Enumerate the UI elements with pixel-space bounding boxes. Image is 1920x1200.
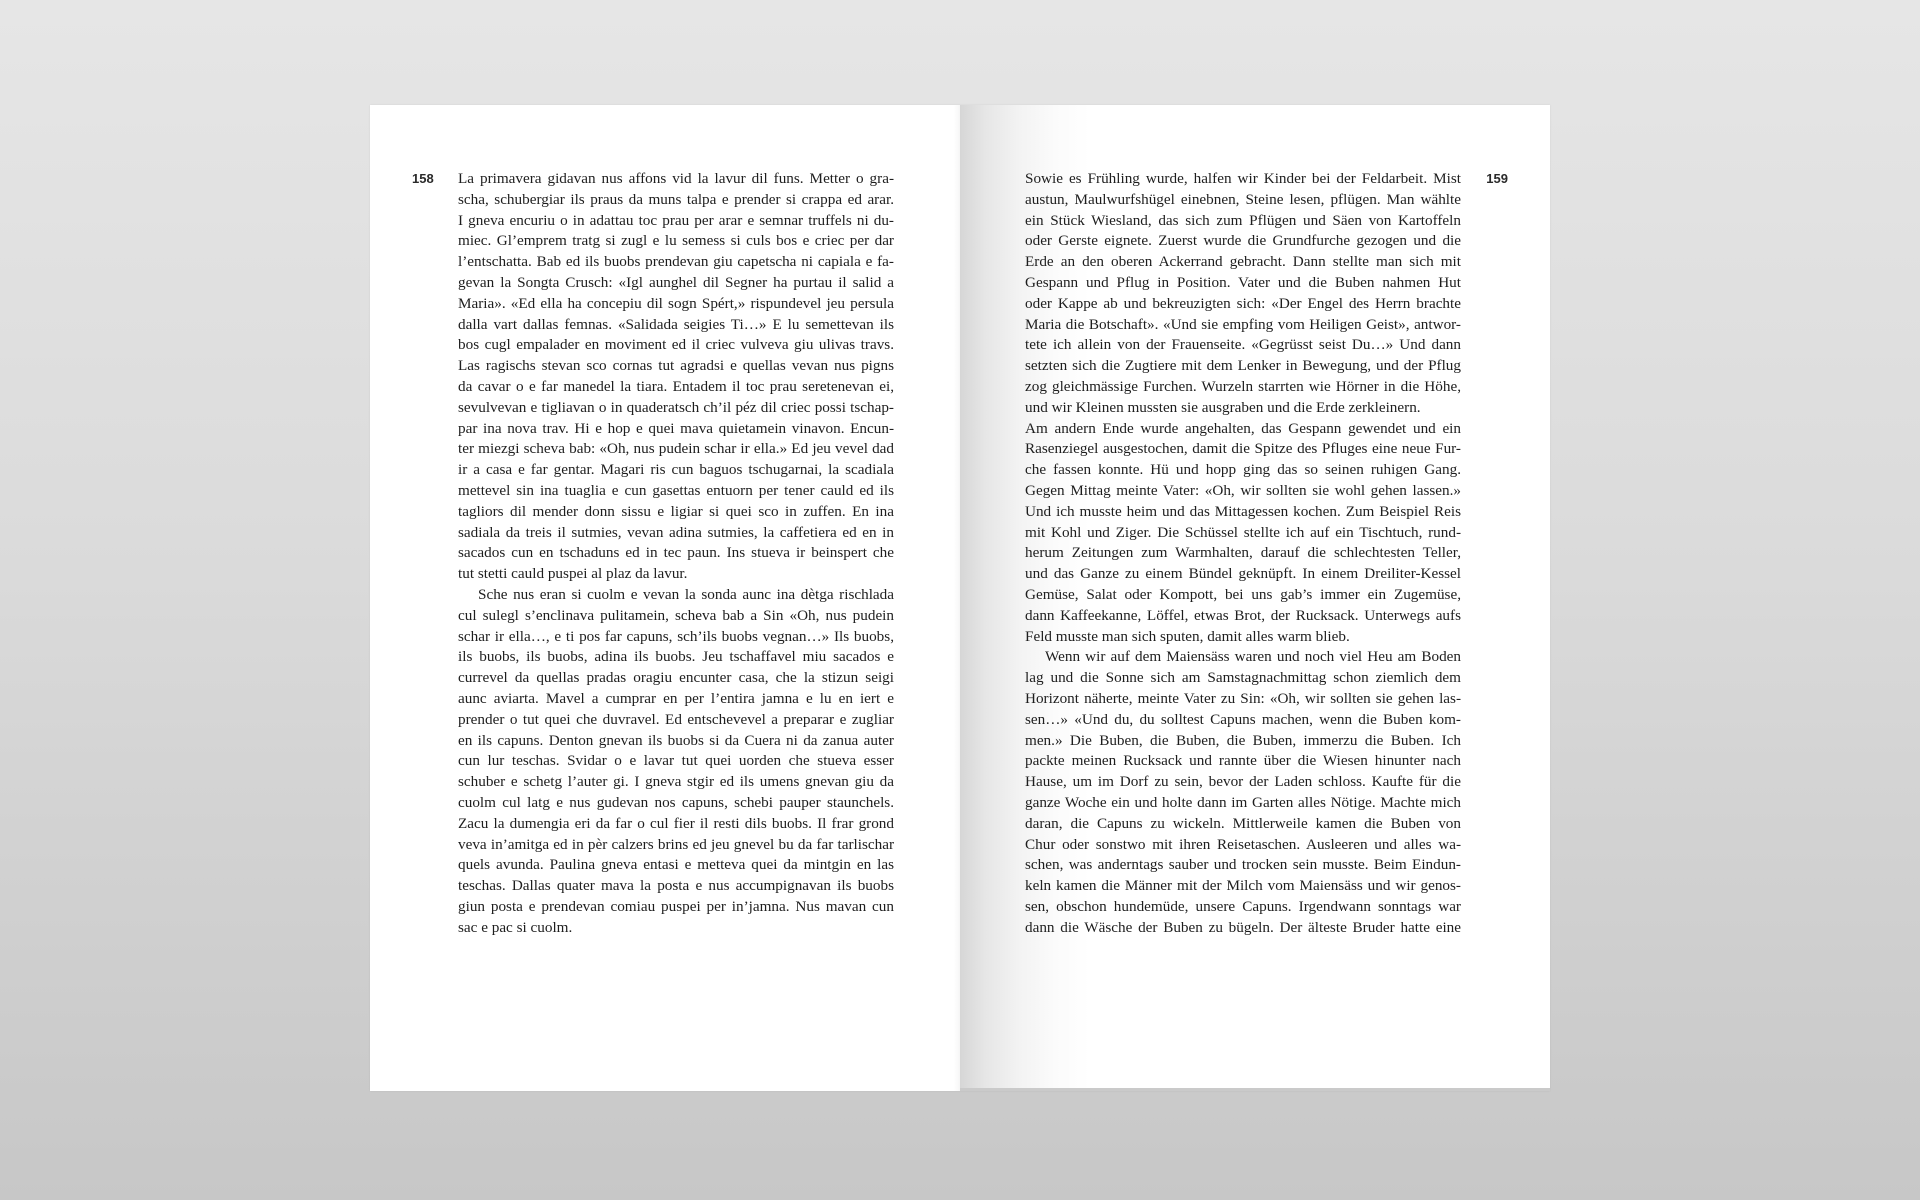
text-line: ir a casa e far gentar. Magari ris cun baguos tschugarnai, la scadiala [458, 461, 894, 479]
text-line: zog gleichmässige Furchen. Wurzeln starrten wie Hörner in die Höhe, [1025, 377, 1461, 395]
text-line: und wir Kleinen mussten sie ausgraben und die Erde zerkleinern. [1025, 398, 1421, 416]
text-line: Feld musste man sich sputen, damit alles warm blieb. [1025, 627, 1350, 645]
text-line: Sche nus eran si cuolm e vevan la sonda aunc ina dètga rischlada [478, 585, 894, 603]
text-line: schen, was anderntags sauber und trocken sein musste. Beim Eindun- [1025, 856, 1461, 874]
text-line: ganze Woche ein und holte dann im Garten alles Nötige. Machte mich [1025, 793, 1461, 811]
text-line: mit Kohl und Ziger. Die Schüssel stellte ich auf ein Tischtuch, rund- [1025, 523, 1461, 541]
text-line: veva in’amitga ed in pèr calzers brins ed jeu gnevel bu da far tarlischar [458, 835, 894, 853]
text-line: Und ich musste heim und das Mittagessen kochen. Zum Beispiel Reis [1025, 502, 1461, 520]
text-line: Erde an den oberen Ackerrand gebracht. Dann stellte man sich mit [1025, 253, 1461, 271]
text-line: keln kamen die Männer mit der Milch vom Maiensäss und wir genos- [1025, 877, 1461, 895]
text-line: currevel da quellas pradas oragiu encunter casa, che la stizun seigi [458, 669, 894, 687]
text-line: Chur oder sonstwo mit ihren Reisetaschen. Ausleeren und alles wa- [1025, 835, 1461, 853]
text-line: schuber e schetg l’auter gi. I gneva stgir ed ils umens gnevan giu da [458, 773, 894, 791]
text-line: giun posta e prendevan comiau puspei per in’jamna. Nus mavan cun [458, 897, 894, 915]
text-line: setzten sich die Zugtiere mit dem Lenker in Bewegung, und der Pflug [1025, 357, 1461, 375]
text-line: schar ir ella…, e ti pos far capuns, sch’ils buobs vegnan…» Ils buobs, [458, 627, 894, 645]
text-line: Las ragischs stevan sco cornas tut agradsi e quellas vevan nus pigns [458, 357, 894, 375]
right-page [960, 105, 1550, 1088]
text-line: I gneva encuriu o in adattau toc prau per arar e semnar truffels ni du- [458, 211, 894, 229]
text-line: packte meinen Rucksack und rannte über die Wiesen hinunter nach [1025, 752, 1461, 770]
text-line: sacados cun en tschaduns ed in tec paun. Ins stueva ir beinspert che [458, 544, 894, 562]
text-line: dalla vart dallas femnas. «Salidada seigies Ti…» E lu semettevan ils [458, 315, 894, 333]
text-line: cun lur teschas. Svidar o e lavar tut quei uorden che stueva esser [458, 752, 894, 770]
text-line: Zacu la dumengia eri da far o cul fier il resti dils buobs. Il frar grond [458, 814, 894, 832]
text-line: cul sulegl s’enclinava pulitamein, scheva bab a Sin «Oh, nus pudein [458, 606, 894, 624]
text-line: cuolm cul latg e nus gudevan nos capuns, schebi pauper staunchels. [458, 793, 894, 811]
text-line: Gegen Mittag meinte Vater: «Oh, wir sollten sie wohl gehen lassen.» [1025, 481, 1461, 499]
book-spread [370, 105, 1550, 1091]
text-line: da cavar o e far manedel la tiara. Entadem il toc prau seretenevan ei, [458, 377, 894, 395]
text-line: l’entschatta. Bab ed ils buobs prendevan giu capetscha ni capiala e fa- [458, 253, 894, 271]
text-line: Maria». «Ed ella ha concepiu dil sogn Spért,» rispundevel jeu persula [458, 294, 894, 312]
text-line: che fassen konnte. Hü und hopp ging das so seinen ruhigen Gang. [1025, 461, 1461, 479]
text-line: par ina nova trav. Hi e hop e quei mava quietamein vinavon. Encun- [458, 419, 894, 437]
text-line: Gemüse, Salat oder Kompott, bei uns gab’s immer ein Zugemüse, [1025, 585, 1461, 603]
page-number-left: 158 [412, 171, 434, 186]
text-line: miec. Gl’emprem tratg si zugl e lu semess si culs bos e criec per dar [458, 232, 894, 250]
text-line: sevulvevan e tigliavan o in quaderatsch ch’il péz dil criec possi tschap- [458, 398, 894, 416]
text-line: Rasenziegel ausgestochen, damit die Spitze des Pfluges eine neue Fur- [1025, 440, 1461, 458]
text-line: bos cugl empalader en moviment ed il criec vulveva giu ulivas travs. [458, 336, 894, 354]
text-line: tut stetti cauld puspei al plaz da lavur. [458, 565, 688, 583]
text-line: herum Zeitungen zum Warmhalten, darauf die schlechtesten Teller, [1025, 544, 1461, 562]
text-line: dann Kaffeekanne, Löffel, etwas Brot, der Rucksack. Unterwegs aufs [1025, 606, 1461, 624]
text-line: prender o tut quei che duvravel. Ed entschevevel a preparar e zugliar [458, 710, 894, 728]
text-line: ter miezgi scheva bab: «Oh, nus pudein schar ir ella.» Ed jeu vevel dad [458, 440, 894, 458]
text-line: Maria die Botschaft». «Und sie empfing vom Heiligen Geist», antwor- [1025, 315, 1461, 333]
text-line: tagliors dil mender donn sissu e ligiar si quei sco in zuffen. En ina [458, 502, 894, 520]
text-line: oder Kappe ab und bekreuzigten sich: «Der Engel des Herrn brachte [1025, 294, 1461, 312]
page-number-right: 159 [1486, 171, 1508, 186]
text-line: sen, obschon hundemüde, unsere Capuns. Irgendwann sonntags war [1025, 897, 1461, 915]
text-line: ils buobs, ils buobs, adina ils buobs. Jeu tschaffavel miu sacados e [458, 648, 894, 666]
text-line: gevan la Songta Crusch: «Igl aunghel dil Segner ha purtau il salid a [458, 273, 894, 291]
text-line: und das Ganze zu einem Bündel geknüpft. In einem Dreiliter-Kessel [1025, 565, 1461, 583]
text-line: tete ich allein von der Frauenseite. «Gegrüsst seist Du…» Und dann [1025, 336, 1461, 354]
text-line: Horizont näherte, meinte Vater zu Sin: «Oh, wir sollten sie gehen las- [1025, 689, 1461, 707]
text-line: austun, Maulwurfshügel einebnen, Steine lesen, pflügen. Man wählte [1025, 190, 1461, 208]
text-line: sadiala da treis il sutmies, vevan adina sutmies, la caffetiera ed en in [458, 523, 894, 541]
text-line: oder Gerste eignete. Zuerst wurde die Grundfurche gezogen und die [1025, 232, 1461, 250]
text-line: dann die Wäsche der Buben zu bügeln. Der älteste Bruder hatte eine [1025, 918, 1461, 936]
text-line: Sowie es Frühling wurde, halfen wir Kinder bei der Feldarbeit. Mist [1025, 170, 1461, 187]
text-line: La primavera gidavan nus affons vid la lavur dil funs. Metter o gra- [458, 170, 894, 187]
text-line: en ils capuns. Denton gnevan ils buobs si da Cuera ni da zanua auter [458, 731, 894, 749]
text-line: scha, schubergiar ils praus da muns talpa e prender si crappa ed arar. [458, 190, 894, 208]
text-line: Am andern Ende wurde angehalten, das Gespann gewendet und ein [1025, 419, 1461, 437]
text-line: teschas. Dallas quater mava la posta e nus accumpignavan ils buobs [458, 877, 894, 895]
text-line: aunc aviarta. Mavel a cumprar en per l’entira jamna e lu en iert e [458, 689, 894, 707]
left-page [370, 105, 960, 1091]
text-line: ein Stück Wiesland, das sich zum Pflügen und Säen von Kartoffeln [1025, 211, 1461, 229]
left-page-text [458, 169, 894, 938]
right-page-text [1025, 169, 1461, 938]
text-line: men.» Die Buben, die Buben, die Buben, immerzu die Buben. Ich [1025, 731, 1461, 749]
text-line: Gespann und Pflug in Position. Vater und die Buben nahmen Hut [1025, 273, 1461, 291]
text-line: sac e pac si cuolm. [458, 918, 573, 936]
text-line: quels avunda. Paulina gneva entasi e metteva quei da mintgin en las [458, 856, 894, 874]
text-line: Hause, um im Dorf zu sein, bevor der Laden schloss. Kaufte für die [1025, 773, 1461, 791]
text-line: daran, die Capuns zu wickeln. Mittlerweile kamen die Buben von [1025, 814, 1461, 832]
text-line: mettevel sin ina tuaglia e cun gasettas entuorn per tener cauld ed ils [458, 481, 894, 499]
text-line: lag und die Sonne sich am Samstagnachmittag schon ziemlich dem [1025, 669, 1461, 687]
text-line: Wenn wir auf dem Maiensäss waren und noch viel Heu am Boden [1045, 648, 1461, 666]
text-line: sen…» «Und du, du solltest Capuns machen, wenn die Buben kom- [1025, 710, 1461, 728]
